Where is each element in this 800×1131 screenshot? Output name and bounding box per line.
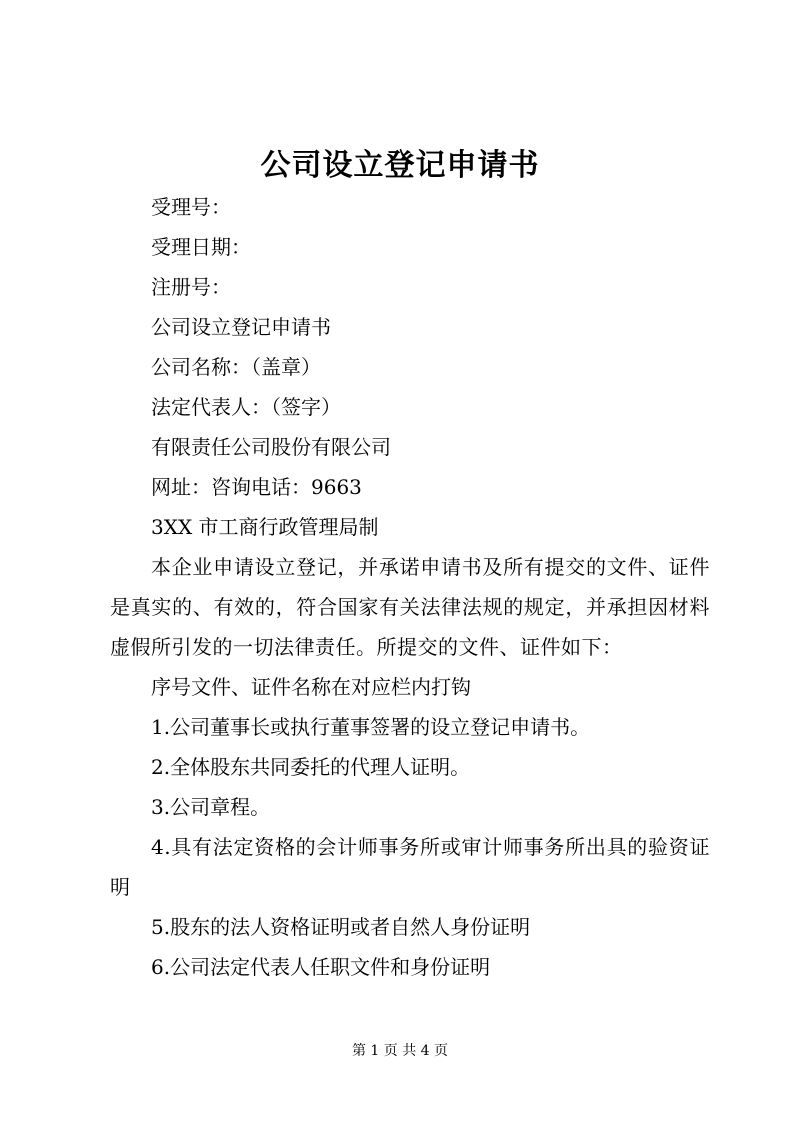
company-type-line: 有限责任公司股份有限公司	[151, 435, 391, 459]
declaration-paragraph: 本企业申请设立登记，并承诺申请书及所有提交的文件、证件是真实的、有效的，符合国家有关法律法规的规定，并承担因材料虚假所引发的一切法律责任。所提交的文件、证件如下：	[110, 555, 710, 659]
list-item: 5.股东的法人资格证明或者自然人身份证明	[151, 915, 531, 939]
acceptance-date-line: 受理日期：	[151, 235, 251, 259]
list-header: 序号文件、证件名称在对应栏内打钩	[151, 675, 471, 699]
document-title: 公司设立登记申请书	[260, 148, 540, 183]
list-item: 3.公司章程。	[151, 795, 271, 819]
form-name-line: 公司设立登记申请书	[151, 315, 331, 339]
list-item: 1.公司董事长或执行董事签署的设立登记申请书。	[151, 715, 591, 739]
legal-representative-line: 法定代表人：（签字）	[151, 395, 341, 419]
page-indicator: 第 1 页 共 4 页	[351, 1043, 449, 1059]
list-item: 2.全体股东共同委托的代理人证明。	[151, 755, 471, 779]
issuer-line: 3XX 市工商行政管理局制	[151, 515, 379, 539]
list-item: 4.具有法定资格的会计师事务所或审计师事务所出具的验资证明	[110, 835, 710, 899]
registration-number-line: 注册号：	[151, 275, 231, 299]
company-name-line: 公司名称：（盖章）	[151, 355, 321, 379]
list-item: 6.公司法定代表人任职文件和身份证明	[151, 955, 491, 979]
contact-line: 网址：咨询电话：9663	[151, 475, 362, 499]
acceptance-number-line: 受理号：	[151, 195, 231, 219]
